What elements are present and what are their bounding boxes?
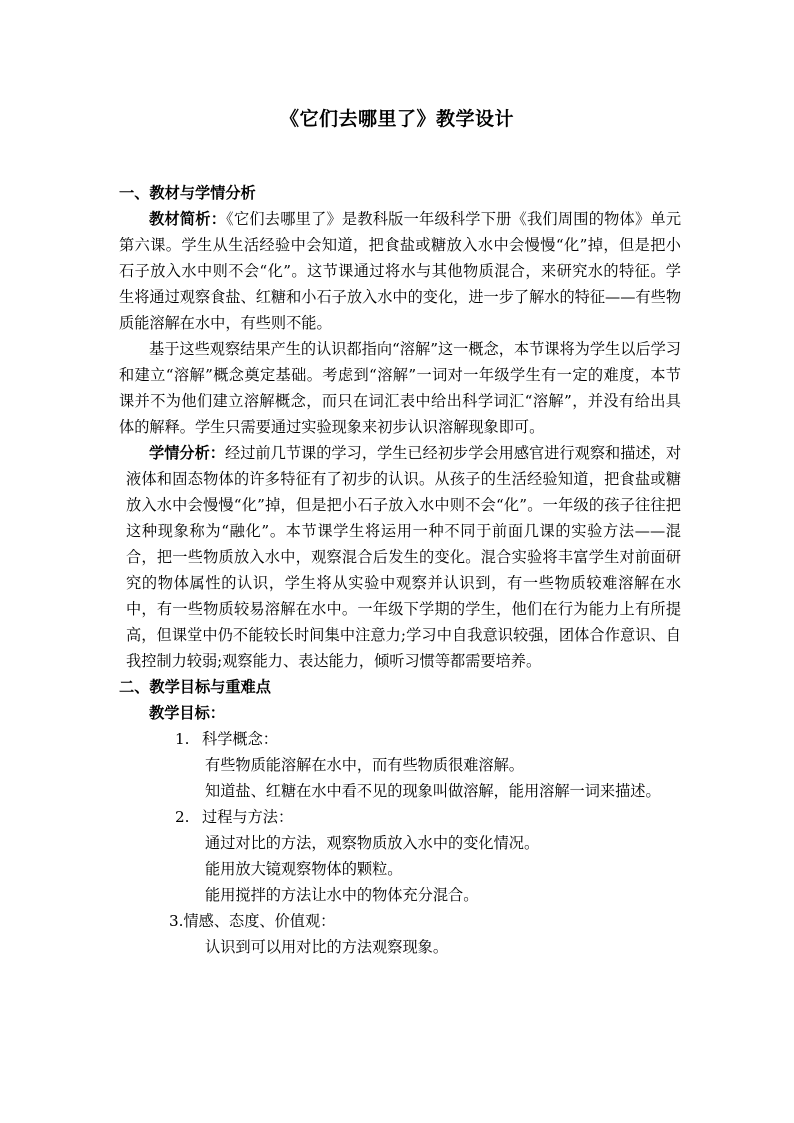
goal-item-label: 科学概念：	[202, 730, 278, 748]
goal-item-science-concept	[119, 726, 681, 752]
goal-item-number: 1.	[175, 730, 190, 748]
paragraph-dissolve-concept: 基于这些观察结果产生的认识都指向“溶解”这一概念，本节课将为学生以后学习和建立“溶解”概念奠定基础。考虑到“溶解”一词对一年级学生有一定的难度，本节课并不为他们建立溶解概念，而只在词汇表中给出科学词汇“溶解”，并没有给出具体的解释。学生只需要通过实验现象来初步认识溶解现象即可。	[119, 340, 681, 436]
section-heading-goals: 二、教学目标与重难点	[119, 678, 271, 696]
paragraph-textbook-analysis	[119, 206, 681, 336]
goal-line: 能用放大镜观察物体的颗粒。	[205, 860, 403, 878]
goal-line: 知道盐、红糖在水中看不见的现象叫做溶解，能用溶解一词来描述。	[205, 782, 661, 800]
document-title: 《它们去哪里了》教学设计	[279, 108, 514, 130]
goal-line: 认识到可以用对比的方法观察现象。	[205, 938, 448, 956]
paragraph-text: 《它们去哪里了》是教科版一年级科学下册《我们周围的物体》单元第六课。学生从生活经验中会知道，把食盐或糖放入水中会慢慢“化”掉，但是把小石子放入水中则不会“化”。这节课通过将水与其他物质混合，来研究水的特征。学生将通过观察食盐、红糖和小石子放入水中的变化，进一步了解水的特征——有些物质能溶解在水中，有些则不能。	[119, 210, 682, 332]
goal-item-process-method	[119, 804, 681, 830]
paragraph-lead-label: 学情分析：	[149, 444, 226, 462]
goal-item-number: 2.	[175, 808, 190, 826]
paragraph-text: 经过前几节课的学习，学生已经初步学会用感官进行观察和描述，对液体和固态物体的许多特征有了初步的认识。从孩子的生活经验知道，把食盐或糖放入水中会慢慢“化”掉，但是把小石子放入水中则不会“化”。一年级的孩子往往把这种现象称为“融化”。本节课学生将运用一种不同于前面几课的实验方法——混合，把一些物质放入水中，观察混合后发生的变化。混合实验将丰富学生对前面研究的物体属性的认识，学生将从实验中观察并认识到，有一些物质较难溶解在水中，有一些物质较易溶解在水中。一年级下学期的学生，他们在行为能力上有所提高，但课堂中仍不能较长时间集中注意力;学习中自我意识较强，团体合作意识、自我控制力较弱;观察能力、表达能力，倾听习惯等都需要培养。	[126, 444, 682, 670]
goal-line: 能用搅拌的方法让水中的物体充分混合。	[205, 886, 479, 904]
goal-item-label: 过程与方法：	[202, 808, 294, 826]
paragraph-student-analysis	[119, 440, 681, 674]
section-heading-analysis: 一、教材与学情分析	[119, 184, 256, 202]
goals-subheading: 教学目标：	[149, 704, 225, 722]
paragraph-lead-label: 教材简析：	[149, 210, 227, 228]
goal-item-attitude-values: 3.情感、态度、价值观：	[169, 912, 336, 930]
goal-line: 有些物质能溶解在水中，而有些物质很难溶解。	[205, 756, 524, 774]
document-body	[119, 180, 681, 960]
goal-line: 通过对比的方法，观察物质放入水中的变化情况。	[205, 834, 540, 852]
